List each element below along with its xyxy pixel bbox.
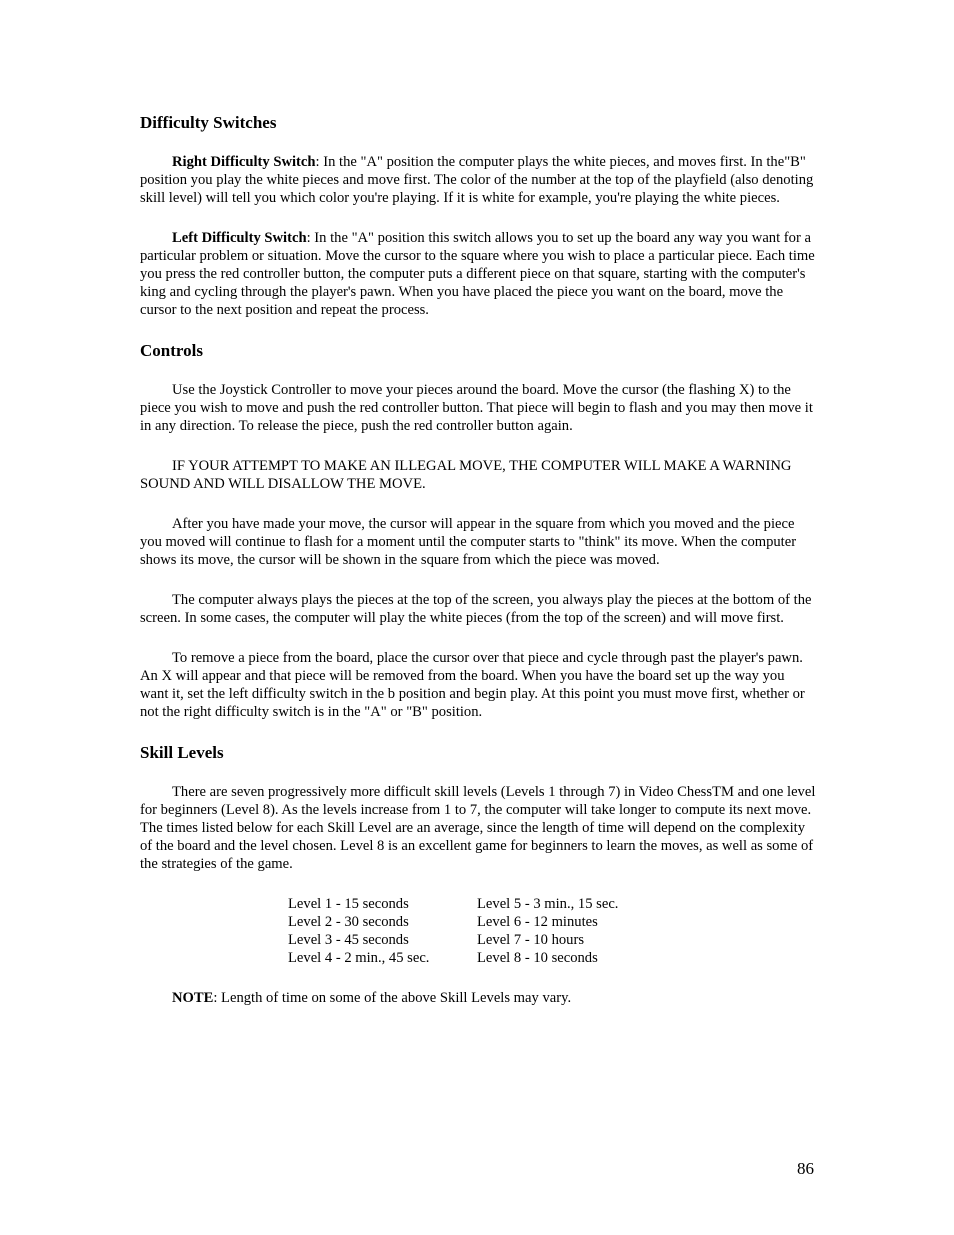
- right-difficulty-switch-paragraph: [140, 153, 816, 207]
- right-difficulty-switch-text: : In the "A" position the computer plays the white pieces, and moves first. In the"B" position you play the white pieces and move first. The color of the number at the top of the playfield (also denoting skill level) will tell you which color you're playing. If it is white for example, you're playing the white pieces.: [140, 154, 814, 206]
- skill-level-item: Level 6 - 12 minutes: [477, 914, 598, 930]
- section-heading-controls: Controls: [140, 341, 203, 360]
- section-heading-skill-levels: Skill Levels: [140, 743, 224, 762]
- skill-level-item: Level 3 - 45 seconds: [288, 932, 409, 948]
- skill-levels-note: [140, 989, 816, 1007]
- page-number: 86: [797, 1159, 814, 1178]
- controls-paragraph-remove-piece: To remove a piece from the board, place the cursor over that piece and cycle through past the player's pawn. An X will appear and that piece will be removed from the board. When you have the board set up the way you want it, set the left difficulty switch in the b position and begin play. At this point you must move first, whether or not the right difficulty switch is in the "A" or "B" position.: [140, 650, 805, 720]
- page-content: [140, 112, 816, 1007]
- left-difficulty-switch-label: Left Difficulty Switch: [172, 230, 307, 246]
- left-difficulty-switch-paragraph: [140, 229, 816, 319]
- section-heading-difficulty-switches: Difficulty Switches: [140, 113, 277, 132]
- controls-paragraph-sides: The computer always plays the pieces at the top of the screen, you always play the pieces at the bottom of the screen. In some cases, the computer will play the white pieces (from the top of the screen) and will move first.: [140, 592, 812, 626]
- note-label: NOTE: [172, 990, 214, 1006]
- skill-levels-table: [288, 895, 816, 967]
- right-difficulty-switch-label: Right Difficulty Switch: [172, 154, 316, 170]
- skill-level-item: Level 2 - 30 seconds: [288, 914, 409, 930]
- skill-level-item: Level 1 - 15 seconds: [288, 896, 409, 912]
- skill-levels-intro: There are seven progressively more difficult skill levels (Levels 1 through 7) in Video ChessTM and one level for beginners (Level 8). As the levels increase from 1 to 7, the computer will take longer to compute its next move. The times listed below for each Skill Level are an average, since the length of time will depend on the complexity of the board and the level chosen. Level 8 is an excellent game for beginners to learn the moves, as well as some of the strategies of the game.: [140, 784, 816, 872]
- controls-paragraph-illegal-move: IF YOUR ATTEMPT TO MAKE AN ILLEGAL MOVE, THE COMPUTER WILL MAKE A WARNING SOUND AND WILL DISALLOW THE MOVE.: [140, 458, 792, 492]
- skill-level-item: Level 5 - 3 min., 15 sec.: [477, 896, 619, 912]
- controls-paragraph-after-move: After you have made your move, the cursor will appear in the square from which you moved and the piece you moved will continue to flash for a moment until the computer starts to "think" its move. When the computer shows its move, the cursor will be shown in the square from which the piece was moved.: [140, 516, 797, 568]
- skill-level-item: Level 4 - 2 min., 45 sec.: [288, 950, 430, 966]
- controls-paragraph-joystick: Use the Joystick Controller to move your pieces around the board. Move the cursor (the flashing X) to the piece you wish to move and push the red controller button. That piece will begin to flash and you may then move it in any direction. To release the piece, push the red controller button again.: [140, 382, 813, 434]
- note-text: : Length of time on some of the above Skill Levels may vary.: [213, 990, 572, 1006]
- skill-level-item: Level 7 - 10 hours: [477, 932, 584, 948]
- left-difficulty-switch-text: : In the "A" position this switch allows you to set up the board any way you want for a particular problem or situation. Move the cursor to the square where you wish to place a particular piece. Each time you press the red controller button, the computer puts a different piece on that square, starting with the computer's king and cycling through the player's pawn. When you have placed the piece you want on the board, move the cursor to the next position and repeat the process.: [140, 230, 815, 318]
- skill-level-item: Level 8 - 10 seconds: [477, 950, 598, 966]
